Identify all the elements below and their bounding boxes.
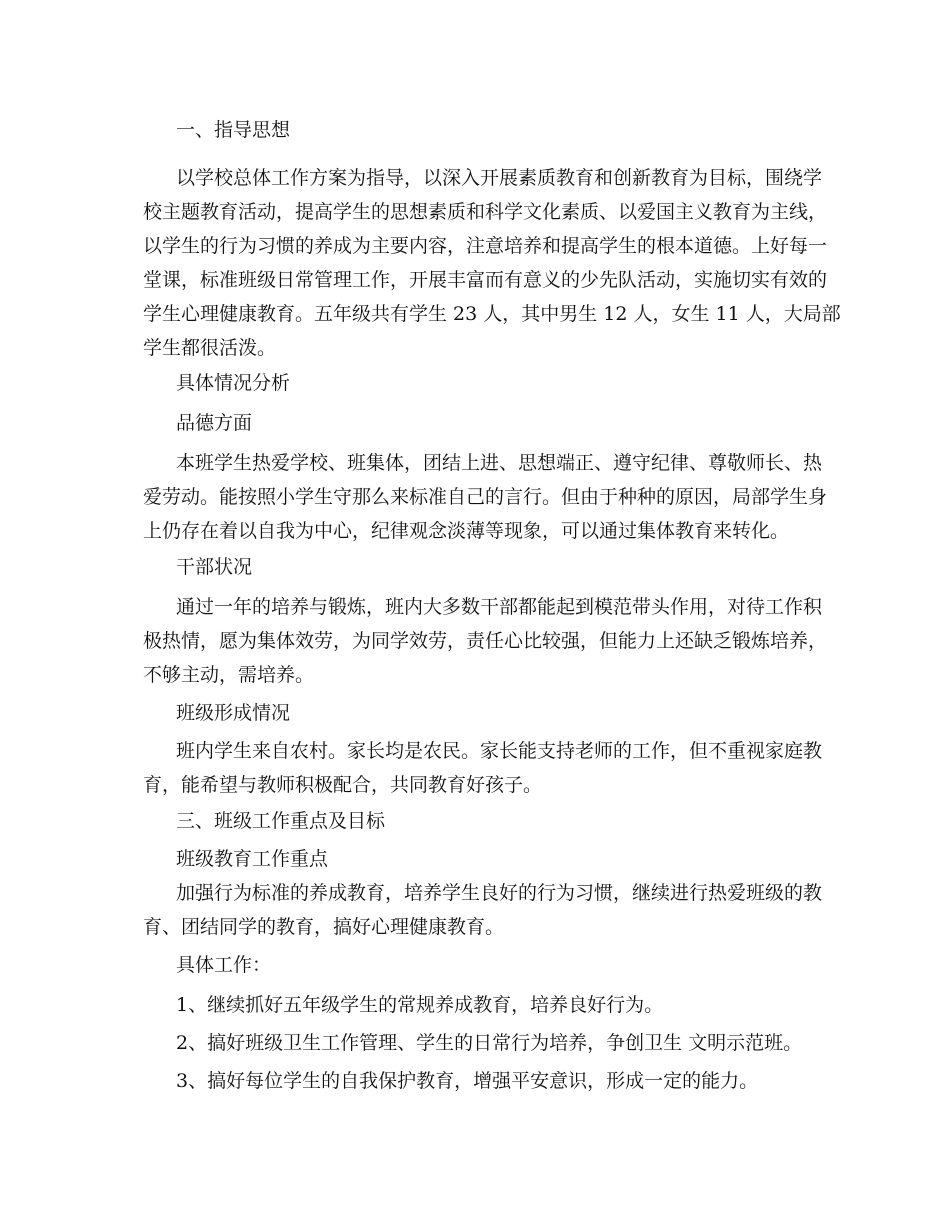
text-line: 校主题教育活动，提高学生的思想素质和科学文化素质、以爱国主义教育为主线，: [143, 201, 828, 223]
text-line: 具体工作：: [176, 954, 272, 976]
text-line: 学生心理健康教育。五年级共有学生 23 人，其中男生 12 人，女生 11 人，大局部: [143, 303, 841, 325]
paragraph: [143, 734, 823, 802]
text-line: 一、指导思想: [176, 119, 291, 141]
text-line: 学生都很活泼。: [143, 337, 277, 359]
paragraph: [143, 804, 823, 838]
paragraph: [143, 590, 828, 692]
text-line: 育、团结同学的教育，搞好心理健康教育。: [143, 916, 505, 938]
paragraph: [143, 948, 823, 982]
text-line: 本班学生热爱学校、班集体，团结上进、思想端正、遵守纪律、尊敬师长、热: [176, 452, 823, 474]
text-line: 通过一年的培养与锻炼，班内大多数干部都能起到模范带头作用，对待工作积: [176, 596, 823, 618]
text-line: 2、搞好班级卫生工作管理、学生的日常行为培养，争创卫生 文明示范班。: [176, 1032, 803, 1054]
text-line: 班内学生来自农村。家长均是农民。家长能支持老师的工作，但不重视家庭教: [176, 740, 823, 762]
paragraph: [143, 113, 823, 147]
text-line: 极热情，愿为集体效劳，为同学效劳，责任心比较强，但能力上还缺乏锻炼培养，: [143, 630, 828, 652]
text-line: 3、搞好每位学生的自我保护教育，增强平安意识，形成一定的能力。: [176, 1070, 759, 1092]
text-line: 不够主动，需培养。: [143, 664, 315, 686]
paragraph: [143, 988, 823, 1022]
text-line: 三、班级工作重点及目标: [176, 810, 386, 832]
paragraph: [143, 696, 823, 730]
text-line: 具体情况分析: [176, 372, 291, 394]
text-line: 育，能希望与教师积极配合，共同教育好孩子。: [143, 774, 543, 796]
text-line: 堂课，标准班级日常管理工作，开展丰富而有意义的少先队活动，实施切实有效的: [143, 269, 828, 291]
text-line: 上仍存在着以自我为中心，纪律观念淡薄等现象，可以通过集体教育来转化。: [143, 520, 790, 542]
paragraph: [143, 842, 823, 876]
paragraph: [143, 1026, 823, 1060]
text-line: 干部状况: [176, 556, 253, 578]
paragraph: [143, 366, 823, 400]
text-line: 品德方面: [176, 412, 253, 434]
paragraph: [143, 1064, 823, 1098]
text-line: 加强行为标准的养成教育，培养学生良好的行为习惯，继续进行热爱班级的教: [176, 882, 823, 904]
text-line: 以学校总体工作方案为指导，以深入开展素质教育和创新教育为目标，围绕学: [176, 167, 823, 189]
text-line: 班级形成情况: [176, 702, 291, 724]
paragraph: [143, 550, 823, 584]
text-line: 以学生的行为习惯的养成为主要内容，注意培养和提高学生的根本道德。上好每一: [143, 235, 828, 257]
paragraph: [143, 876, 823, 944]
text-line: 班级教育工作重点: [176, 848, 329, 870]
paragraph: [143, 161, 841, 365]
text-line: 1、继续抓好五年级学生的常规养成教育，培养良好行为。: [176, 994, 664, 1016]
paragraph: [143, 406, 823, 440]
paragraph: [143, 446, 828, 548]
text-line: 爱劳动。能按照小学生守那么来标准自己的言行。但由于种种的原因，局部学生身: [143, 486, 828, 508]
